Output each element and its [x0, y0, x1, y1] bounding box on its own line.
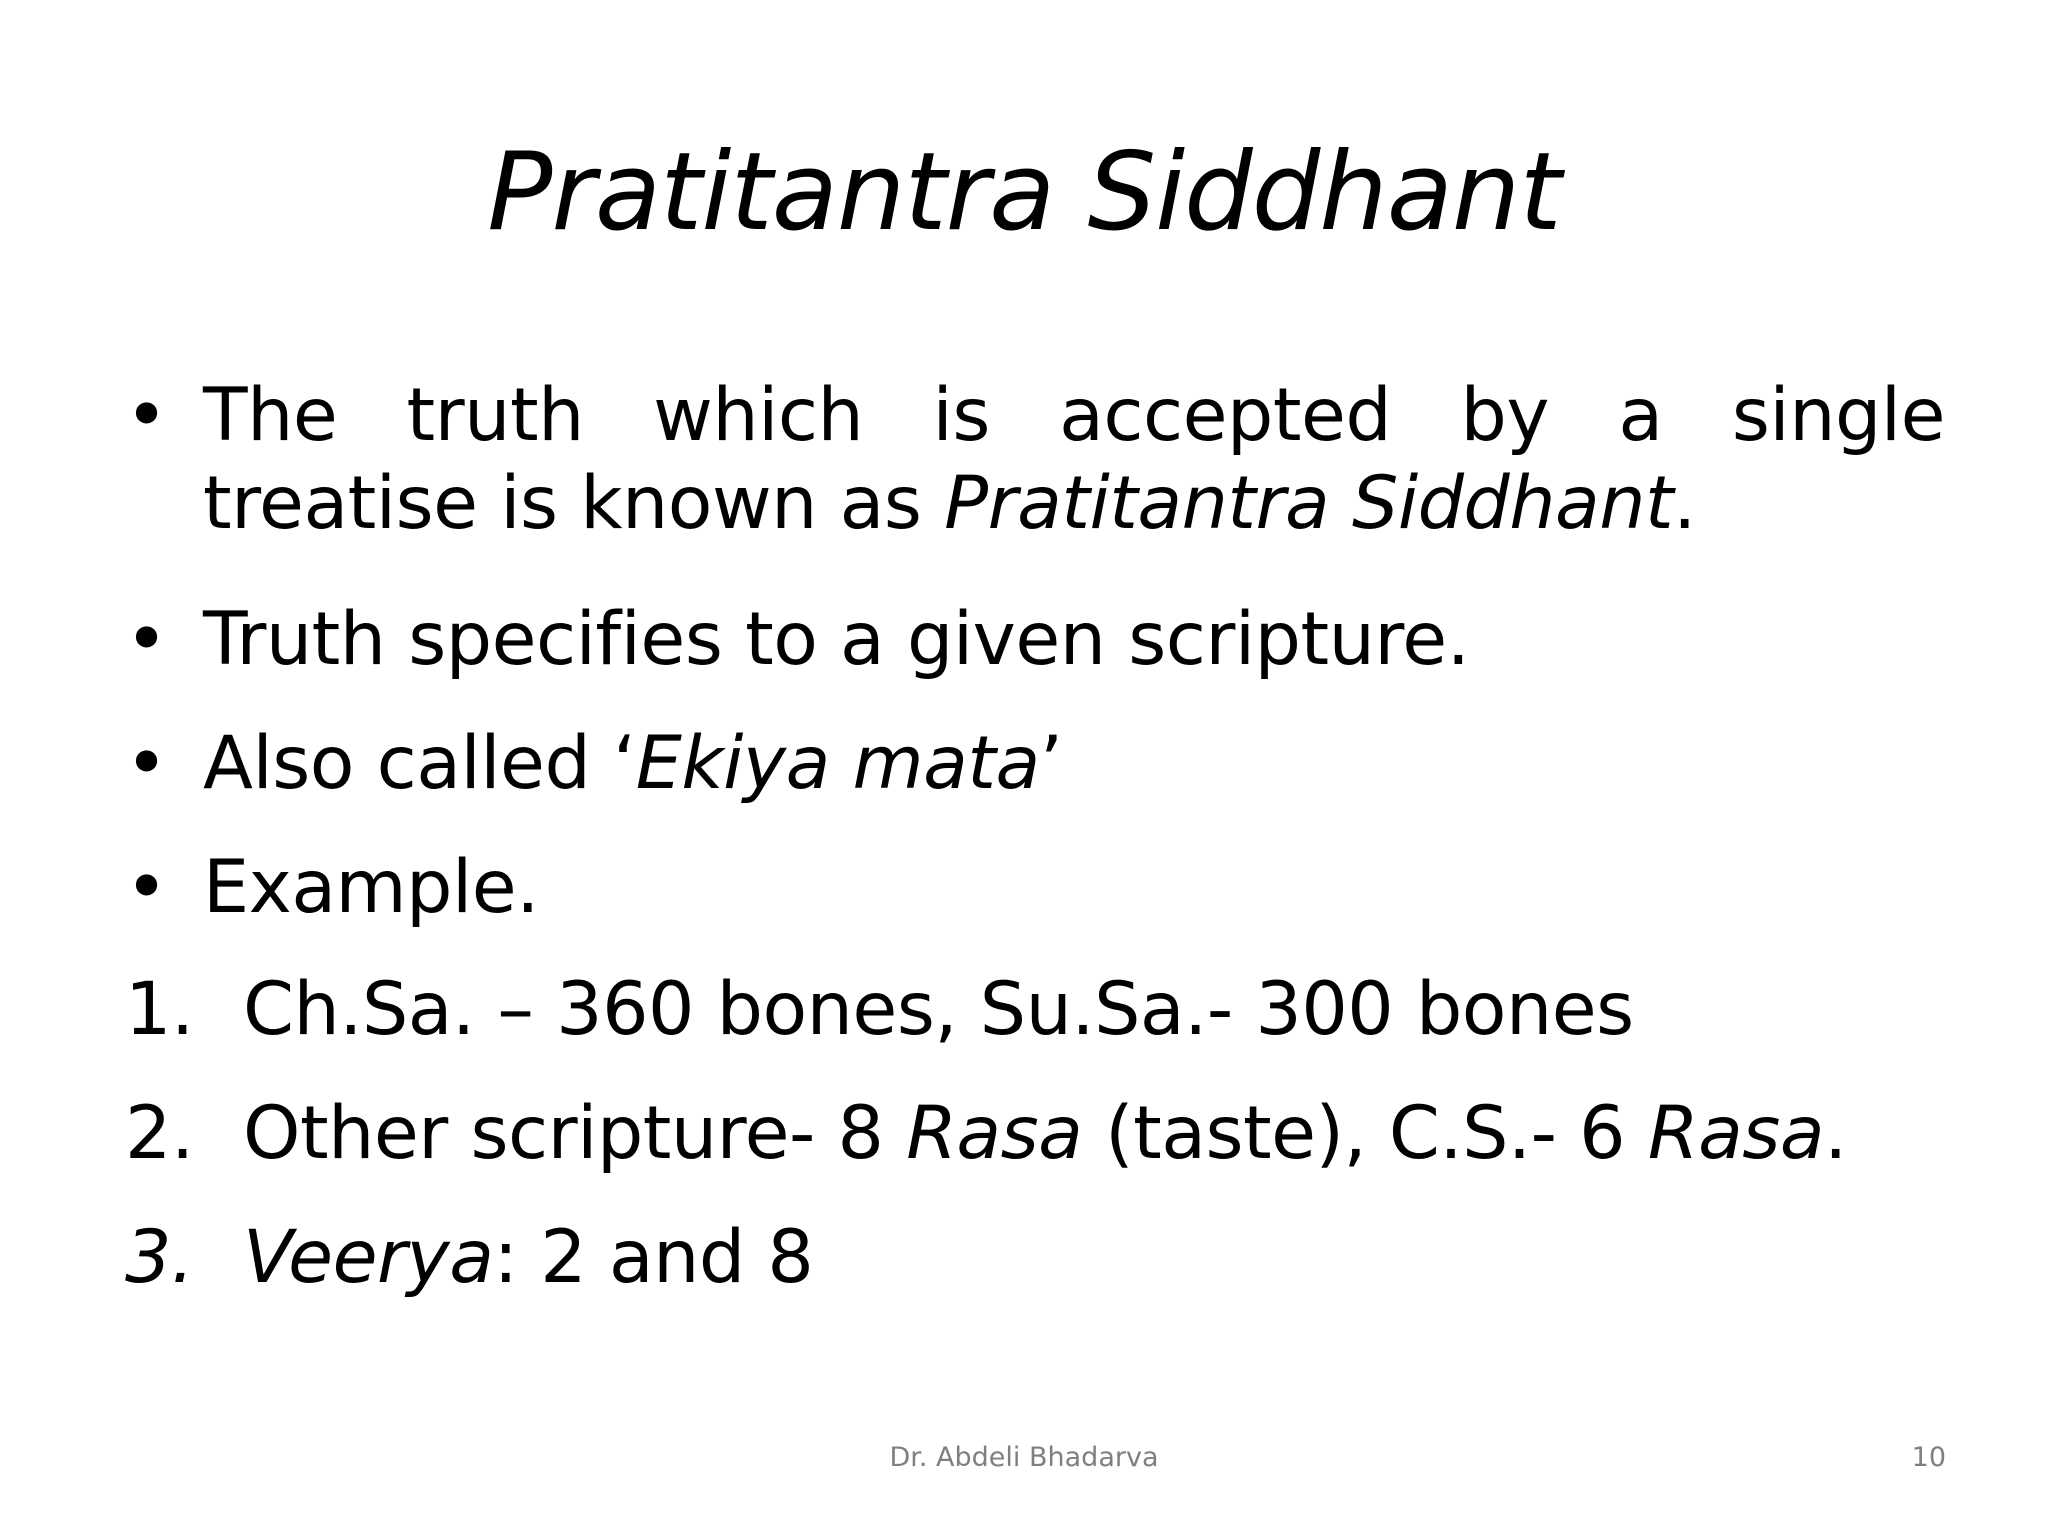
bullet-text: Truth specifies to a given scripture.: [203, 597, 1470, 682]
bullet-marker: •: [125, 597, 168, 682]
bullet-marker: •: [125, 373, 168, 458]
bullet-text-segment: treatise is known as: [203, 461, 945, 546]
bullet-text: [203, 720, 1945, 808]
bullet-text-segment: ’: [1039, 721, 1063, 806]
bullet-item-1: [125, 372, 1945, 548]
term-veerya: Veerya: [243, 1215, 494, 1300]
bullet-text: [203, 372, 1945, 548]
item-number: 2.: [125, 1091, 194, 1176]
numbered-item-3: [125, 1214, 1945, 1302]
bullet-item-2: [125, 596, 1945, 684]
bullet-item-4: [125, 844, 1945, 932]
item-number: 1.: [125, 967, 194, 1052]
numbered-item-2: [125, 1090, 1945, 1178]
numbered-text: [243, 1090, 1847, 1178]
numbered-text: [243, 1214, 813, 1302]
bullet-line-1: The truth which is accepted by a single: [203, 373, 1945, 458]
term-ekiya-mata: Ekiya mata: [635, 721, 1040, 806]
bullet-marker: •: [125, 721, 168, 806]
term-pratitantra-siddhant: Pratitantra Siddhant: [944, 461, 1674, 546]
numbered-text-segment: Other scripture- 8: [243, 1091, 907, 1176]
bullet-line-2: [203, 461, 1696, 546]
slide-title: Pratitantra Siddhant: [487, 130, 1561, 255]
bullet-marker: •: [125, 845, 168, 930]
item-number: 3.: [125, 1215, 194, 1300]
bullet-text-segment: .: [1673, 461, 1696, 546]
numbered-text-segment: .: [1824, 1091, 1847, 1176]
term-rasa: Rasa: [906, 1091, 1083, 1176]
term-rasa: Rasa: [1647, 1091, 1825, 1176]
numbered-text-segment: (taste), C.S.- 6: [1082, 1091, 1648, 1176]
numbered-text: Ch.Sa. – 360 bones, Su.Sa.- 300 bones: [243, 967, 1634, 1052]
numbered-item-1: [125, 966, 1945, 1054]
bullet-item-3: [125, 720, 1945, 808]
slide-number: 10: [1911, 1442, 1946, 1473]
bullet-text-segment: Also called ‘: [203, 721, 636, 806]
bullet-text: Example.: [203, 845, 539, 930]
numbered-text-segment: : 2 and 8: [493, 1215, 814, 1300]
footer-author: Dr. Abdeli Bhadarva: [889, 1442, 1159, 1473]
